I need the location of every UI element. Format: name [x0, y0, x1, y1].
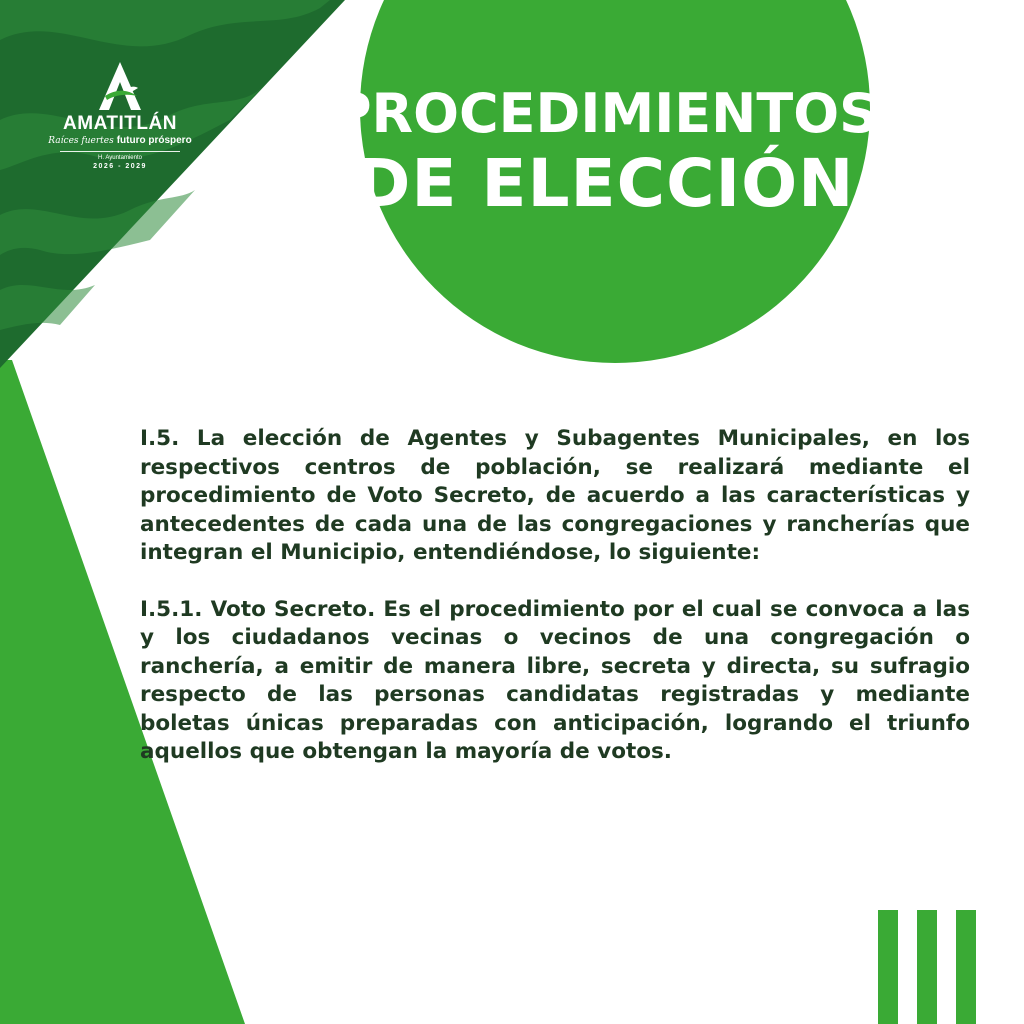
logo-council: H. Ayuntamiento — [98, 155, 142, 161]
stripe — [878, 910, 898, 1024]
logo-slogan-script: Raíces fuertes — [48, 136, 114, 146]
logo-name: AMATITLÁN — [63, 113, 177, 134]
logo-slogan — [30, 134, 210, 148]
paragraph-1: I.5. La elección de Agentes y Subagentes Municipales, en los respectivos centros de población, se realizará mediante el procedimiento de Voto Secreto, de acuerdo a las características y antecedentes de cada una de las congregaciones y rancherías que integran el Municipio, entendiéndose, lo siguiente: — [140, 426, 970, 565]
municipality-logo — [30, 60, 210, 170]
logo-divider — [60, 151, 180, 152]
logo-slogan-bold: futuro próspero — [116, 135, 192, 146]
decorative-stripes — [878, 910, 976, 1024]
stripe — [917, 910, 937, 1024]
title-line-2: DE ELECCIÓN — [355, 145, 855, 222]
amatitlan-emblem-icon — [85, 60, 155, 112]
title-line-1: PROCEDIMIENTOS — [331, 82, 879, 145]
paragraph-2: I.5.1. Voto Secreto. Es el procedimiento por el cual se convoca a las y los ciudadanos vecinas o vecinos de una congregación o ranchería, a emitir de manera libre, secreta y directa, su sufragio respecto de las personas candidatas registradas y mediante boletas únicas preparadas con anticipación, logrando el triunfo aquellos que obtengan la mayoría de votos. — [140, 596, 970, 764]
logo-years: 2026 - 2029 — [93, 163, 147, 170]
stripe — [956, 910, 976, 1024]
body-text — [140, 425, 970, 767]
page-title — [320, 82, 890, 222]
